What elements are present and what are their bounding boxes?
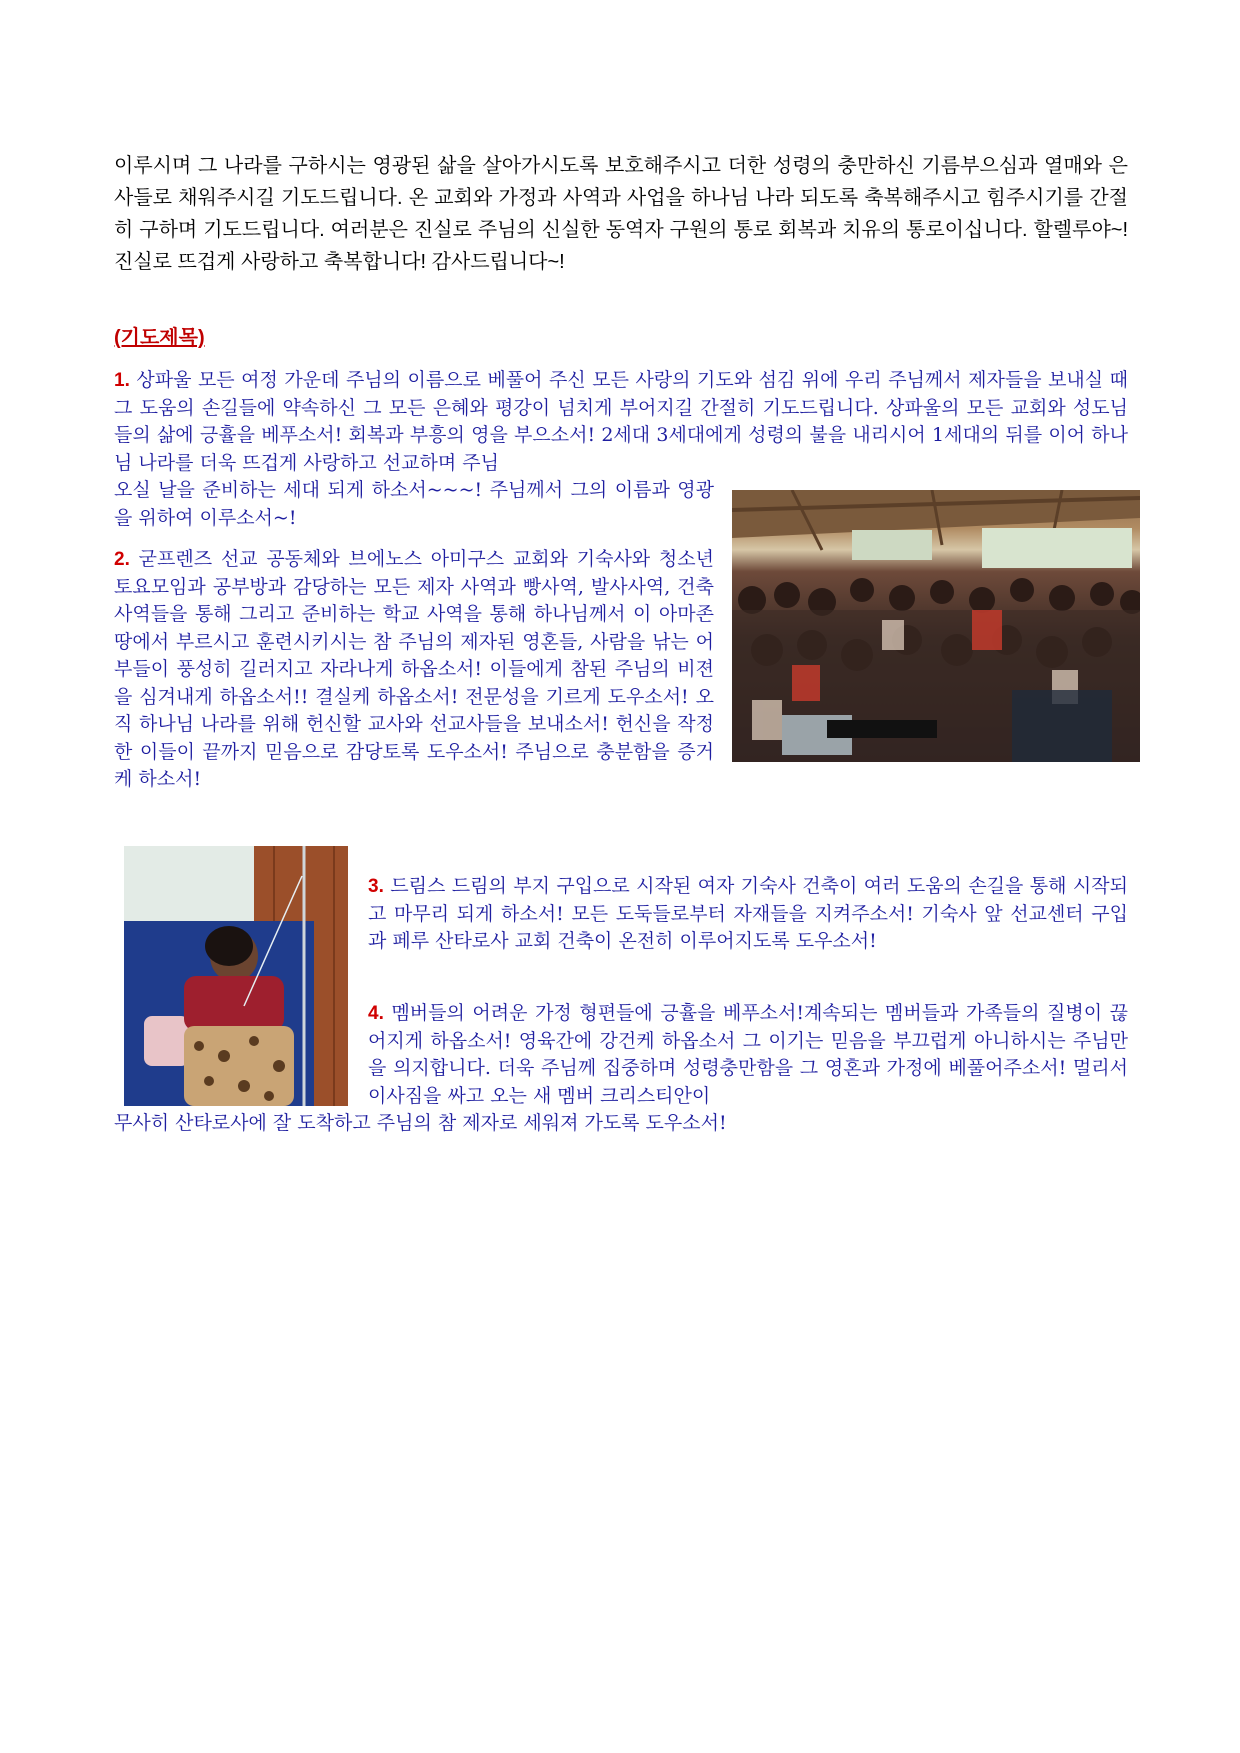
prayer-item-2 [114,546,714,794]
prayer-number: 1. [114,370,130,391]
church-gathering-photo [732,490,1140,762]
intro-paragraph: 이루시며 그 나라를 구하시는 영광된 삶을 살아가시도록 보호해주시고 더한 성령의 충만하신 기름부으심과 열매와 은사들로 채워주시길 기도드립니다. 온 교회와 가정과 사역과 사업을 하나님 나라 되도록 축복해주시고 힘주시기를 간절히 구하며 기도드립니다. 여러분은 진실로 주님의 신실한 동역자 구원의 통로 회복과 치유의 통로이십니다. 할렐루야~! 진실로 뜨겁게 사랑하고 축복합니다! 감사드립니다~! [114,155,1128,273]
prayer-number: 3. [368,876,384,897]
prayer-item-4 [368,1000,1128,1110]
prayer-topics-heading: (기도제목) [114,327,205,349]
prayer-text: 멤버들의 어려운 가정 형편들에 긍휼을 베푸소서!계속되는 멤버들과 가족들의 질병이 끊어지게 하옵소서! 영육간에 강건케 하옵소서 그 이기는 믿음을 부끄럽게 아니하시는 주님만을 의지합니다. 더욱 주님께 집중하며 성령충만함을 그 영혼과 가정에 베풀어주소서! 멀리서 이사짐을 싸고 오는 새 멤버 크리스티안이 [368,1002,1128,1107]
prayer-item-4-continued: 무사히 산타로사에 잘 도착하고 주님의 참 제자로 세워져 가도록 도우소서! [114,1112,727,1134]
prayer-number: 4. [368,1003,384,1024]
prayer-item-3 [368,873,1128,956]
prayer-item-1-continued: 오실 날을 준비하는 세대 되게 하소서~~~! 주님께서 그의 이름과 영광을 위하여 이루소서~! [114,479,714,529]
prayer-text: 드림스 드림의 부지 구입으로 시작된 여자 기숙사 건축이 여러 도움의 손길을 통해 시작되고 마무리 되게 하소서! 모든 도둑들로부터 자재들을 지켜주소서! 기숙사 앞 선교센터 구입과 페루 산타로사 교회 건축이 온전히 이루어지도록 도우소서! [368,875,1128,952]
member-resting-photo [124,846,348,1106]
prayer-number: 2. [114,549,130,570]
prayer-text: 굳프렌즈 선교 공동체와 브에노스 아미구스 교회와 기숙사와 청소년 토요모임과 공부방과 감당하는 모든 제자 사역과 빵사역, 발사사역, 건축사역들을 통해 그리고 준비하는 학교 사역을 통해 하나님께서 이 아마존 땅에서 부르시고 훈련시키시는 참 주님의 제자된 영혼들, 사람을 낚는 어부들이 풍성히 길러지고 자라나게 하옵소서! 이들에게 참된 주님의 비젼을 심겨내게 하옵소서!! 결실케 하옵소서! 전문성을 기르게 도우소서! 오직 하나님 나라를 위해 헌신할 교사와 선교사들을 보내소서! 헌신을 작정한 이들이 끝까지 믿음으로 감당토록 도우소서! 주님으로 충분함을 증거케 하소서! [114,548,714,790]
prayer-text: 상파울 모든 여정 가운데 주님의 이름으로 베풀어 주신 모든 사랑의 기도와 섬김 위에 우리 주님께서 제자들을 보내실 때 그 도움의 손길들에 약속하신 그 모든 은혜와 평강이 넘치게 부어지길 간절히 기도드립니다. 상파울의 모든 교회와 성도님들의 삶에 긍휼을 베푸소서! 회복과 부흥의 영을 부으소서! 2세대 3세대에게 성령의 불을 내리시어 1세대의 뒤를 이어 하나님 나라를 더욱 뜨겁게 사랑하고 선교하며 주님 [114,369,1128,474]
prayer-item-1 [114,367,1128,477]
